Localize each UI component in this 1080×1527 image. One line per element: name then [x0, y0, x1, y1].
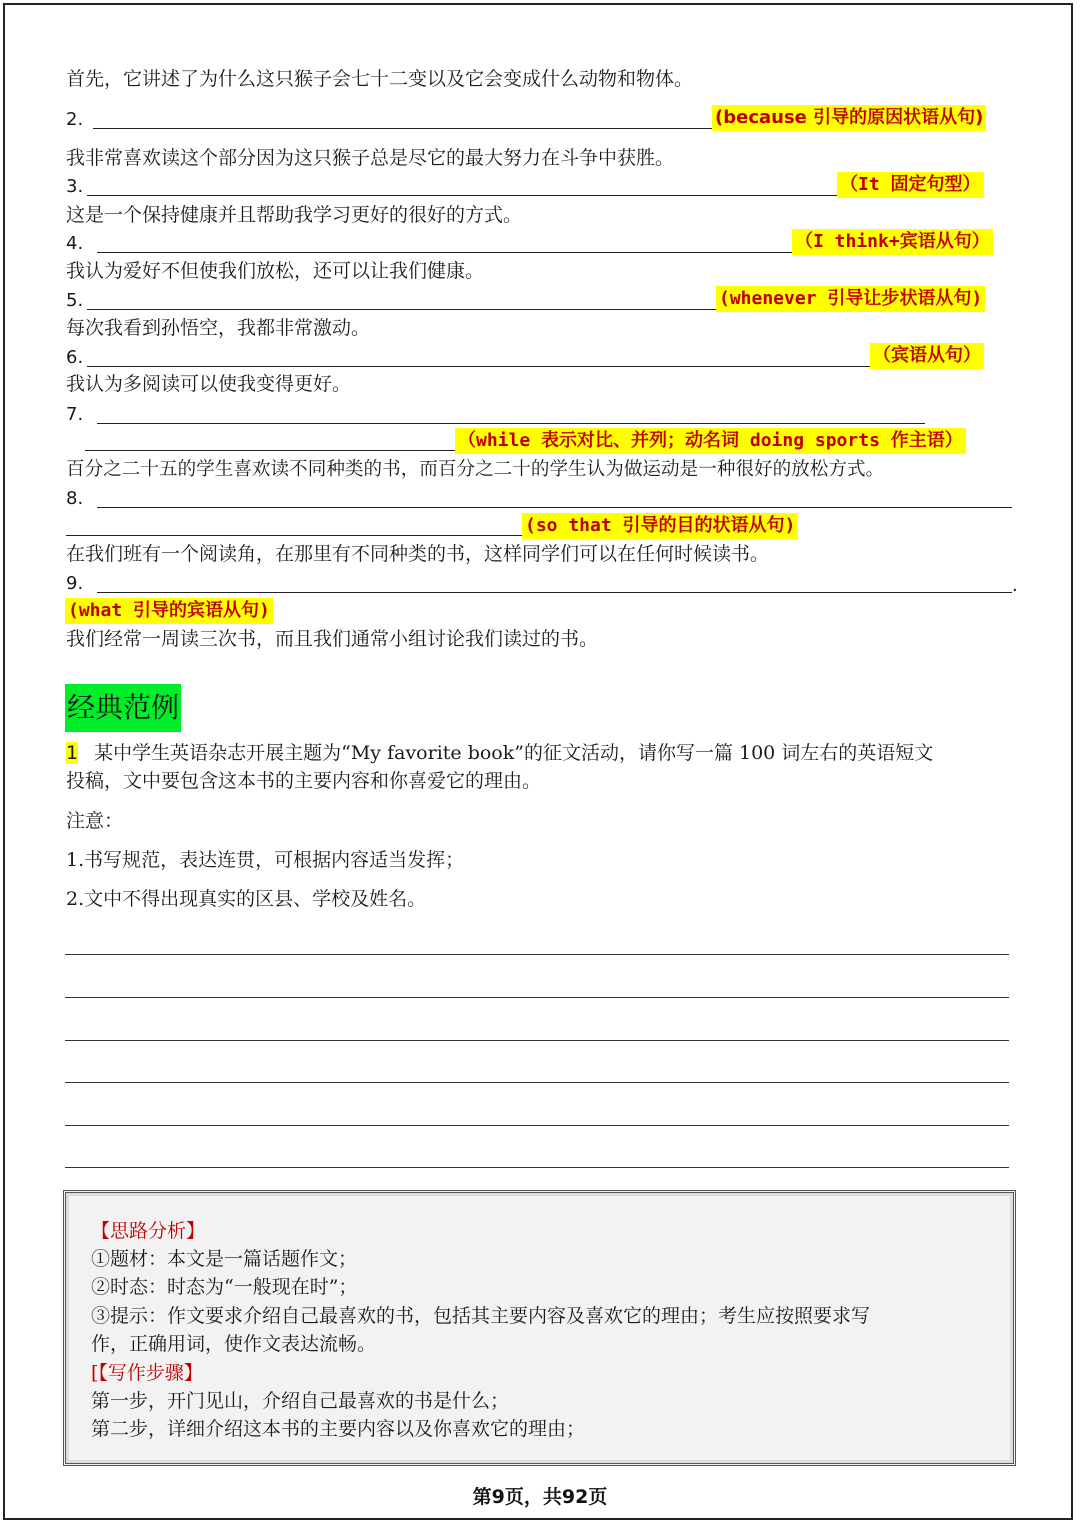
- writing-line[interactable]: [65, 1040, 1009, 1041]
- item-2-grammar-hint: (because 引导的原因状语从句): [712, 105, 986, 131]
- item-7-grammar-hint: （while 表示对比、并列；动名词 doing sports 作主语）: [455, 428, 966, 454]
- item-4-chinese: 我认为爱好不但使我们放松，还可以让我们健康。: [66, 260, 485, 282]
- item-5-grammar-hint: (whenever 引导让步状语从句): [716, 286, 985, 312]
- item-2-chinese: 我非常喜欢读这个部分因为这只猴子总是尽它的最大努力在斗争中获胜。: [66, 147, 675, 169]
- item-6-answer-line[interactable]: [87, 366, 870, 367]
- item-8-answer-line-1[interactable]: [97, 507, 1012, 508]
- steps-title: [【写作步骤】: [91, 1362, 203, 1384]
- item-7-answer-line-2[interactable]: [85, 450, 455, 451]
- step-2: 第二步，详细介绍这本书的主要内容以及你喜欢它的理由；: [91, 1418, 586, 1440]
- writing-line[interactable]: [65, 1167, 1009, 1168]
- analysis-point-2: ②时态：时态为“一般现在时”；: [91, 1276, 358, 1298]
- analysis-point-1: ①题材：本文是一篇话题作文；: [91, 1248, 358, 1270]
- example-question-prompt: [66, 741, 933, 765]
- item-7-number: 7.: [66, 404, 84, 425]
- example-question-number: 1: [66, 742, 79, 764]
- item-2-answer-line[interactable]: [93, 128, 712, 129]
- item-3-answer-line[interactable]: [87, 195, 837, 196]
- example-prompt-line-1: 某中学生英语杂志开展主题为“My favorite book”的征文活动，请你写一篇 100 词左右的英语短文: [94, 742, 934, 764]
- item-9-answer-line[interactable]: [97, 592, 1012, 593]
- item-3-grammar-hint: （It 固定句型）: [837, 172, 984, 198]
- writing-line[interactable]: [65, 954, 1009, 955]
- item-6-chinese: 我认为多阅读可以使我变得更好。: [66, 373, 352, 395]
- item-5-chinese: 每次我看到孙悟空，我都非常激动。: [66, 317, 371, 339]
- item-6-number: 6.: [66, 347, 84, 368]
- section-heading: 经典范例: [65, 684, 181, 732]
- item-7-answer-line-1[interactable]: [97, 423, 925, 424]
- note-1: 1.书写规范，表达连贯，可根据内容适当发挥；: [66, 849, 465, 871]
- writing-line[interactable]: [65, 1082, 1009, 1083]
- item-4-answer-line[interactable]: [97, 252, 792, 253]
- analysis-title: 【思路分析】: [91, 1220, 206, 1242]
- item-5-number: 5.: [66, 290, 84, 311]
- writing-line[interactable]: [65, 997, 1009, 998]
- item-2-number: 2.: [66, 109, 84, 130]
- page-number-footer: 第9页，共92页: [472, 1486, 608, 1508]
- item-9-number: 9.: [66, 573, 84, 594]
- step-1: 第一步，开门见山，介绍自己最喜欢的书是什么；: [91, 1390, 510, 1412]
- writing-line[interactable]: [65, 1125, 1009, 1126]
- analysis-point-3b: 作，正确用词，使作文表达流畅。: [91, 1333, 377, 1355]
- note-label: 注意：: [66, 810, 124, 832]
- item-8-number: 8.: [66, 488, 84, 509]
- example-prompt-line-2: 投稿，文中要包含这本书的主要内容和你喜爱它的理由。: [66, 770, 542, 792]
- item-4-grammar-hint: （I think+宾语从句）: [792, 229, 993, 255]
- item-6-grammar-hint: （宾语从句）: [870, 343, 984, 369]
- item-9-chinese: 我们经常一周读三次书，而且我们通常小组讨论我们读过的书。: [66, 628, 599, 650]
- item-8-grammar-hint: (so that 引导的目的状语从句): [522, 513, 798, 539]
- item-3-number: 3.: [66, 176, 84, 197]
- item-8-answer-line-2[interactable]: [66, 535, 522, 536]
- item-4-number: 4.: [66, 233, 84, 254]
- item-9-grammar-hint: (what 引导的宾语从句): [65, 598, 273, 624]
- item-8-chinese: 在我们班有一个阅读角，在那里有不同种类的书，这样同学们可以在任何时候读书。: [66, 543, 770, 565]
- analysis-box: [63, 1190, 1016, 1466]
- note-2: 2.文中不得出现真实的区县、学校及姓名。: [66, 888, 427, 910]
- item-7-chinese: 百分之二十五的学生喜欢读不同种类的书，而百分之二十的学生认为做运动是一种很好的放松方式。: [66, 459, 885, 480]
- item-9-period: .: [1012, 575, 1018, 596]
- analysis-point-3a: ③提示：作文要求介绍自己最喜欢的书，包括其主要内容及喜欢它的理由；考生应按照要求写: [91, 1305, 871, 1327]
- item-5-answer-line[interactable]: [87, 309, 717, 310]
- intro-sentence: 首先，它讲述了为什么这只猴子会七十二变以及它会变成什么动物和物体。: [66, 68, 694, 90]
- item-3-chinese: 这是一个保持健康并且帮助我学习更好的很好的方式。: [66, 204, 523, 226]
